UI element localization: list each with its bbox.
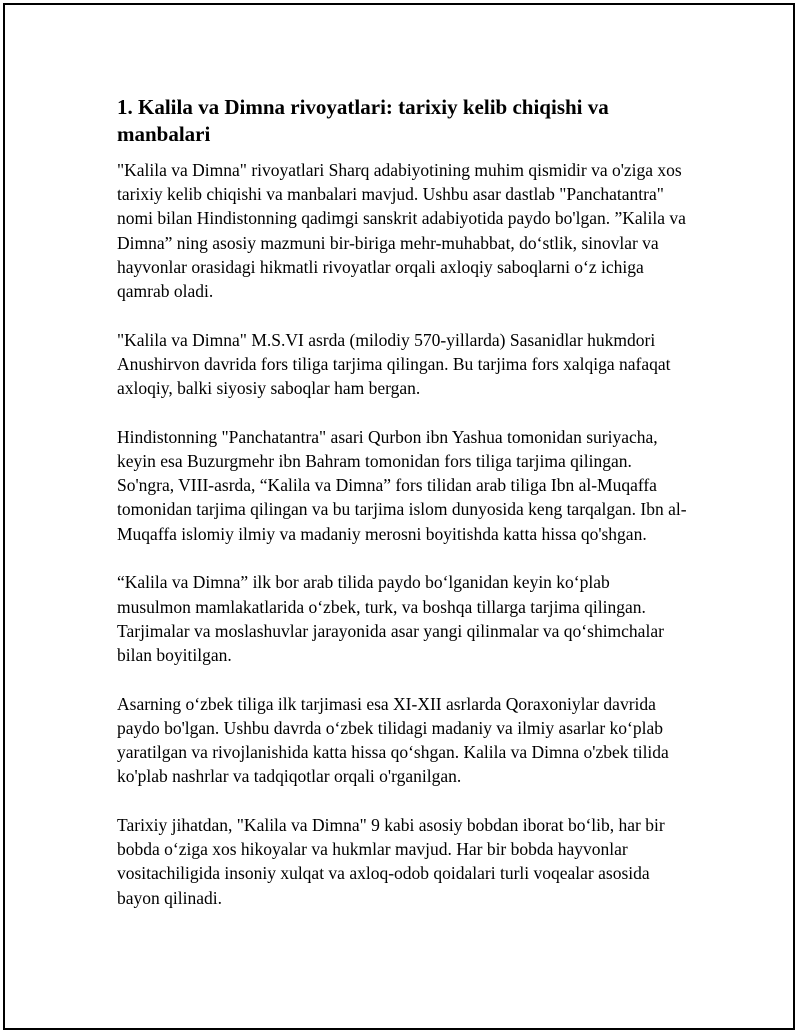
- document-body: [117, 94, 687, 934]
- paragraph-1: "Kalila va Dimna" rivoyatlari Sharq adabiyotining muhim qismidir va o'ziga xos tarixiy kelib chiqishi va manbalari mavjud. Ushbu asar dastlab "Panchatantra" nomi bilan Hindistonning qadimgi sanskrit adabiyotida paydo bo'lgan. ”Kalila va Dimna” ning asosiy mazmuni bir-biriga mehr-muhabbat, do‘stlik, sinovlar va hayvonlar orasidagi hikmatli rivoyatlar orqali axloqiy saboqlarni o‘z ichiga qamrab oladi.: [117, 160, 686, 302]
- paragraph-3: Hindistonning "Panchatantra" asari Qurbon ibn Yashua tomonidan suriyacha, keyin esa Buzurgmehr ibn Bahram tomonidan fors tiliga tarjima qilingan. So'ngra, VIII-asrda, “Kalila va Dimna” fors tilidan arab tiliga Ibn al-Muqaffa tomonidan tarjima qilingan va bu tarjima islom dunyosida keng tarqalgan. Ibn al-Muqaffa islomiy ilmiy va madaniy merosni boyitishda katta hissa qo'shgan.: [117, 426, 687, 544]
- paragraph-2: "Kalila va Dimna" M.S.VI asrda (milodiy 570-yillarda) Sasanidlar hukmdori Anushirvon davrida fors tiliga tarjima qilingan. Bu tarjima fors xalqiga nafaqat axloqiy, balki siyosiy saboqlar ham bergan.: [117, 329, 671, 399]
- paragraph-4: “Kalila va Dimna” ilk bor arab tilida paydo bo‘lganidan keyin ko‘plab musulmon mamlakatlarida o‘zbek, turk, va boshqa tillarga tarjima qilingan. Tarjimalar va moslashuvlar jarayonida asar yangi qilinmalar va qo‘shimchalar bilan boyitilgan.: [117, 572, 664, 665]
- paragraph-6: Tarixiy jihatdan, "Kalila va Dimna" 9 kabi asosiy bobdan iborat bo‘lib, har bir bobda o‘ziga xos hikoyalar va hukmlar mavjud. Har bir bobda hayvonlar vositachiligida insoniy xulqat va axloq-odob qoidalari turli voqealar asosida bayon qilinadi.: [117, 814, 665, 908]
- section-heading: 1. Kalila va Dimna rivoyatlari: tarixiy kelib chiqishi va manbalari: [117, 95, 609, 146]
- paragraph-5: Asarning o‘zbek tiliga ilk tarjimasi esa XI-XII asrlarda Qoraxoniylar davrida paydo bo'lgan. Ushbu davrda o‘zbek tilidagi madaniy va ilmiy asarlar ko‘plab yaratilgan va rivojlanishida katta hissa qo‘shgan. Kalila va Dimna o'zbek tilida ko'plab nashrlar va tadqiqotlar orqali o'rganilgan.: [117, 693, 669, 787]
